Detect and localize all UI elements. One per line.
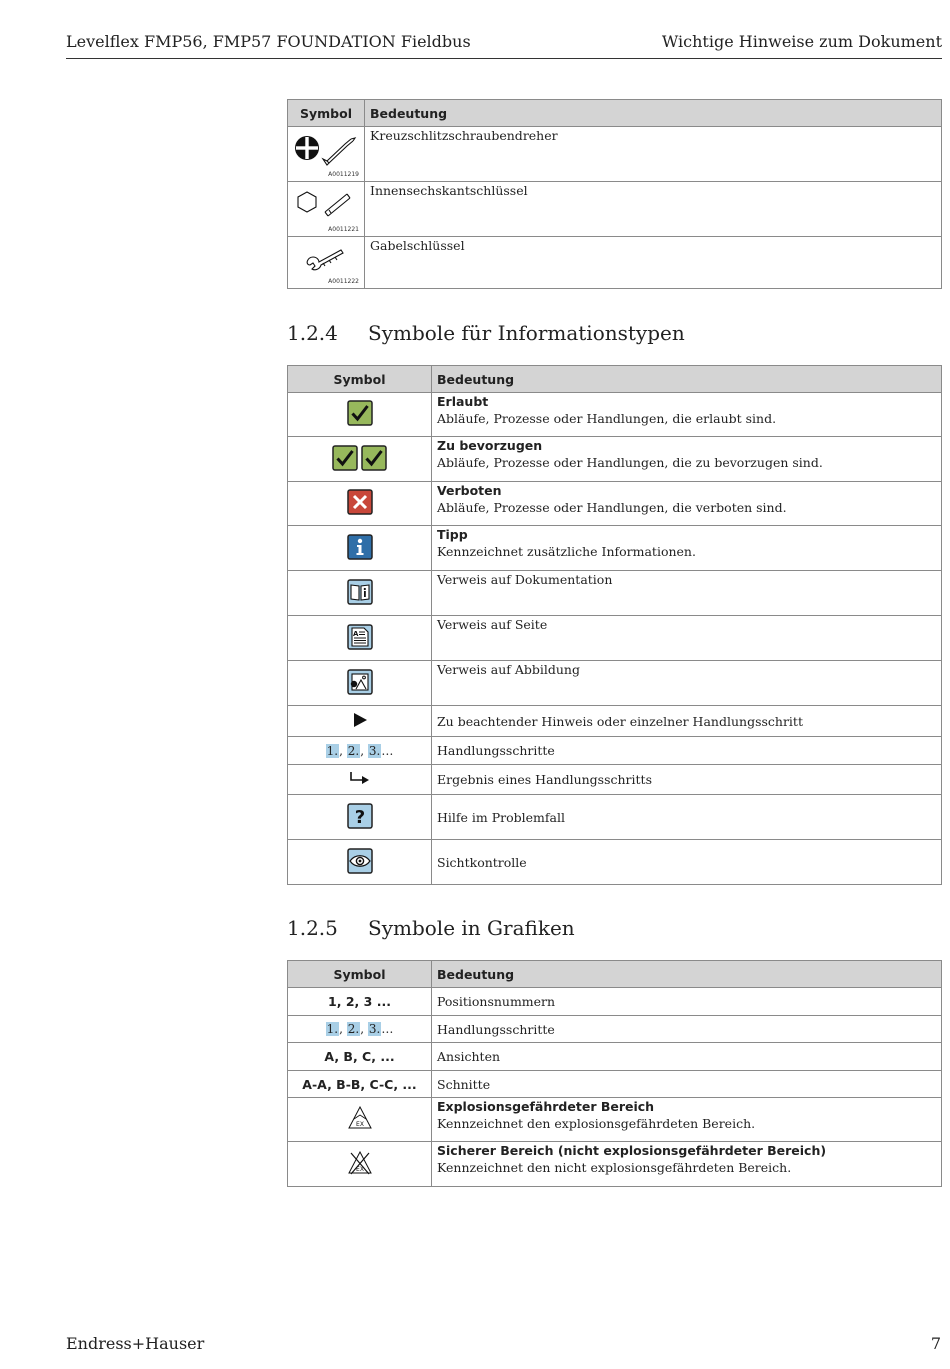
col-meaning: Bedeutung <box>432 366 942 393</box>
figure-code: A0011221 <box>328 226 359 233</box>
table-row <box>288 706 942 737</box>
meaning-title: Sicherer Bereich (nicht explosionsgefährdeter Bereich) <box>437 1143 827 1158</box>
tools-table <box>287 99 942 289</box>
table-row <box>288 437 942 482</box>
steps-symbol: 1., 2., 3.… <box>288 737 432 765</box>
open-end-wrench-icon <box>293 241 359 281</box>
step-number: 1. <box>326 1022 339 1036</box>
meaning-text: Ergebnis eines Handlungsschritts <box>432 765 942 795</box>
section-title: Symbole in Grafiken <box>368 916 575 940</box>
steps-symbol: 1., 2., 3.… <box>288 1016 432 1043</box>
table-row <box>288 127 942 182</box>
table-row <box>288 393 942 437</box>
meaning-text: Gabelschlüssel <box>365 237 942 289</box>
meaning-text: Verweis auf Seite <box>432 616 942 661</box>
table-row <box>288 182 942 237</box>
header-chapter: Wichtige Hinweise zum Dokument <box>661 32 942 51</box>
meaning-text: Kreuzschlitzschraubendreher <box>365 127 942 182</box>
table-row <box>288 795 942 840</box>
meaning-text: Kennzeichnet den nicht explosionsgefährdeten Bereich. <box>437 1160 792 1175</box>
forbidden-icon <box>347 489 373 515</box>
documentation-icon <box>347 579 373 605</box>
phillips-screwdriver-icon <box>293 131 359 171</box>
figure-code: A0011219 <box>328 171 359 178</box>
table-row <box>288 482 942 526</box>
table-row <box>288 988 942 1016</box>
meaning-title: Explosionsgefährdeter Bereich <box>437 1099 655 1114</box>
section-heading-125 <box>287 916 575 940</box>
step-number: 3. <box>368 743 381 758</box>
step-number: 2. <box>347 743 360 758</box>
section-number: 1.2.5 <box>287 916 338 940</box>
meaning-text: Positionsnummern <box>432 988 942 1016</box>
page-number: 7 <box>930 1334 941 1353</box>
table-row <box>288 1071 942 1098</box>
table-row <box>288 661 942 706</box>
col-symbol: Symbol <box>288 366 432 393</box>
table-row <box>288 765 942 795</box>
svg-text:A: A <box>352 629 358 638</box>
meaning-text: Hilfe im Problemfall <box>432 795 942 840</box>
meaning-text: Handlungsschritte <box>432 737 942 765</box>
figure-reference-icon <box>347 669 373 695</box>
svg-text:?: ? <box>354 806 365 828</box>
check-icon <box>347 400 373 426</box>
page-reference-icon <box>347 624 373 650</box>
meaning-title: Tipp <box>437 527 468 542</box>
triangle-play-icon <box>352 712 368 728</box>
allen-key-icon <box>293 186 359 226</box>
meaning-title: Zu bevorzugen <box>437 438 543 453</box>
meaning-text: Verweis auf Dokumentation <box>432 571 942 616</box>
meaning-title: Erlaubt <box>437 394 489 409</box>
meaning-text: Zu beachtender Hinweis oder einzelner Handlungsschritt <box>432 706 942 737</box>
section-number: 1.2.4 <box>287 321 338 345</box>
table-header-row <box>288 366 942 393</box>
meaning-text: Kennzeichnet den explosionsgefährdeten Bereich. <box>437 1116 756 1131</box>
table-row <box>288 616 942 661</box>
meaning-text: Innensechskantschlüssel <box>365 182 942 237</box>
table-row <box>288 737 942 765</box>
table-row <box>288 1142 942 1187</box>
svg-text:EX: EX <box>355 1165 364 1173</box>
table-row <box>288 237 942 289</box>
ex-zone-icon <box>347 1106 373 1130</box>
meaning-text: Abläufe, Prozesse oder Handlungen, die zu bevorzugen sind. <box>437 455 823 470</box>
symbol-text: 1, 2, 3 ... <box>288 988 432 1016</box>
symbol-text: A, B, C, ... <box>288 1043 432 1071</box>
figure-code: A0011222 <box>328 278 359 285</box>
help-icon <box>347 803 373 829</box>
eye-icon <box>347 848 373 874</box>
meaning-text: Abläufe, Prozesse oder Handlungen, die verboten sind. <box>437 500 787 515</box>
meaning-text: Schnitte <box>432 1071 942 1098</box>
section-heading-124 <box>287 321 685 345</box>
result-arrow-icon <box>349 771 371 785</box>
graphics-symbols-table <box>287 960 942 1187</box>
step-number: 2. <box>347 1022 360 1036</box>
table-row <box>288 1016 942 1043</box>
double-check-icon <box>332 445 388 471</box>
page-header <box>66 30 942 59</box>
col-symbol: Symbol <box>288 100 365 127</box>
col-meaning: Bedeutung <box>432 961 942 988</box>
step-number: 1. <box>326 743 339 758</box>
section-title: Symbole für Informationstypen <box>368 321 685 345</box>
info-icon <box>347 534 373 560</box>
table-header-row <box>288 100 942 127</box>
header-product: Levelflex FMP56, FMP57 FOUNDATION Fieldbus <box>66 32 471 51</box>
meaning-text: Verweis auf Abbildung <box>432 661 942 706</box>
col-meaning: Bedeutung <box>365 100 942 127</box>
meaning-text: Sichtkontrolle <box>432 840 942 885</box>
safe-zone-icon <box>347 1151 373 1175</box>
table-row <box>288 1098 942 1142</box>
table-row <box>288 571 942 616</box>
svg-text:EX: EX <box>355 1121 364 1128</box>
step-number: 3. <box>368 1022 381 1036</box>
table-row <box>288 840 942 885</box>
symbol-text: A-A, B-B, C-C, ... <box>288 1071 432 1098</box>
col-symbol: Symbol <box>288 961 432 988</box>
table-row <box>288 1043 942 1071</box>
footer-brand: Endress+Hauser <box>66 1334 205 1353</box>
meaning-text: Ansichten <box>432 1043 942 1071</box>
meaning-text: Kennzeichnet zusätzliche Informationen. <box>437 544 696 559</box>
meaning-text: Abläufe, Prozesse oder Handlungen, die erlaubt sind. <box>437 411 777 426</box>
meaning-title: Verboten <box>437 483 502 498</box>
info-types-table <box>287 365 942 885</box>
table-header-row <box>288 961 942 988</box>
meaning-text: Handlungsschritte <box>432 1016 942 1043</box>
table-row <box>288 526 942 571</box>
